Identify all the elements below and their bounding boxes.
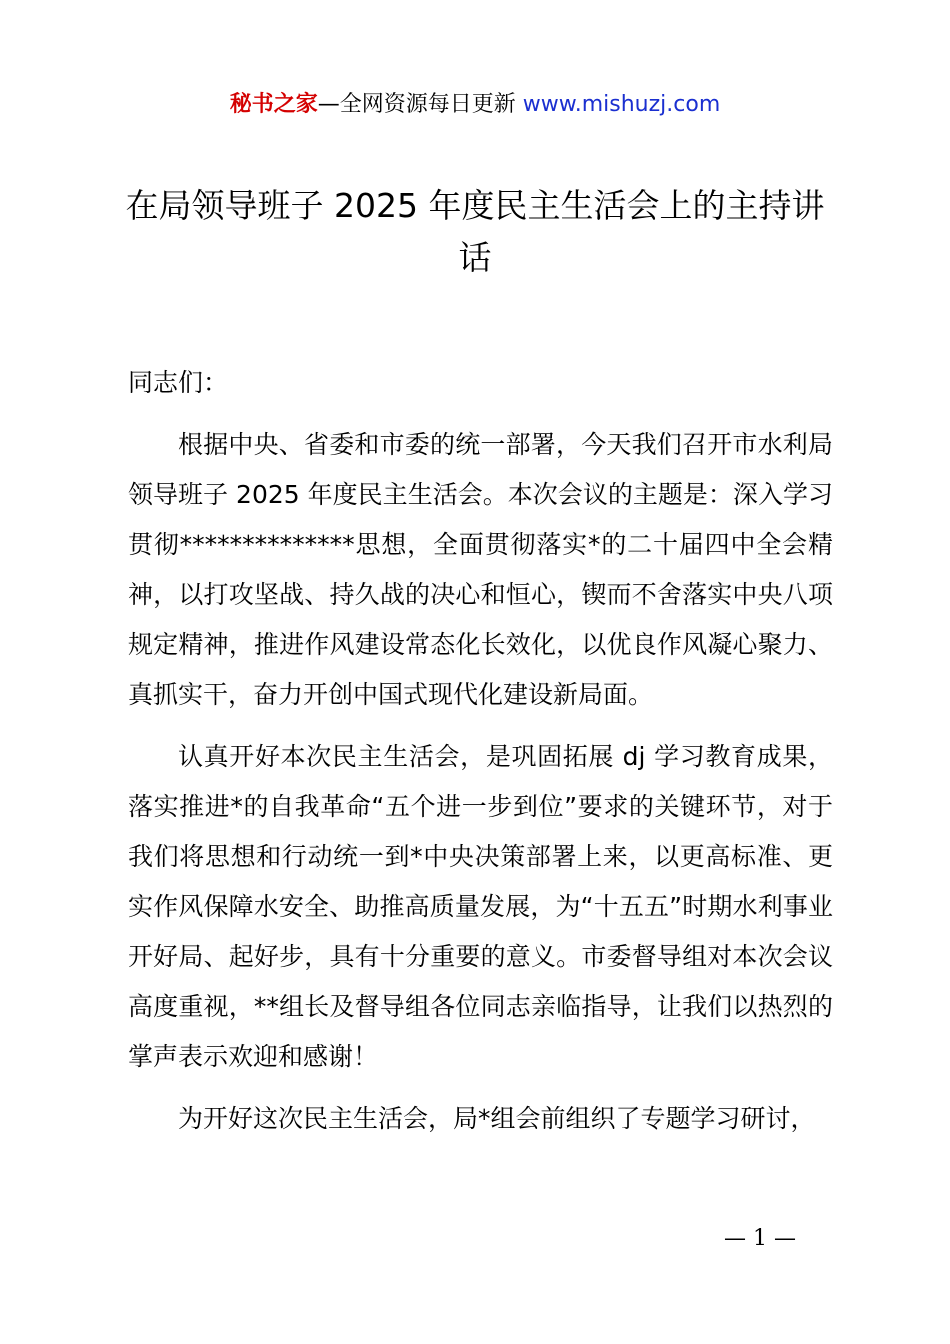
document-body bbox=[128, 358, 833, 1156]
header-tagline: —全网资源每日更新 bbox=[317, 92, 523, 117]
body-paragraph: 根据中央、省委和市委的统一部署，今天我们召开市水利局领导班子 2025 年度民主生活会。本次会议的主题是：深入学习贯彻**************思想，全面贯彻落实*的二十届四中全会精神，以打攻坚战、持久战的决心和恒心，锲而不舍落实中央八项规定精神，推进作风建设常态化长效化，以优良作风凝心聚力、真抓实干，奋力开创中国式现代化建设新局面。 bbox=[128, 430, 833, 709]
body-paragraph: 认真开好本次民主生活会，是巩固拓展 dj 学习教育成果，落实推进*的自我革命“五个进一步到位”要求的关键环节，对于我们将思想和行动统一到*中央决策部署上来，以更高标准、更实作风保障水安全、助推高质量发展，为“十五五”时期水利事业开好局、起好步，具有十分重要的意义。市委督导组对本次会议高度重视，**组长及督导组各位同志亲临指导，让我们以热烈的掌声表示欢迎和感谢！ bbox=[128, 742, 833, 1071]
brand-name: 秘书之家 bbox=[229, 92, 318, 117]
page-number: — 1 — bbox=[724, 1226, 796, 1251]
site-header bbox=[0, 88, 950, 122]
site-url-link[interactable]: www.mishuzj.com bbox=[522, 92, 721, 117]
body-paragraph: 为开好这次民主生活会，局*组会前组织了专题学习研讨， bbox=[178, 1104, 816, 1133]
greeting: 同志们： bbox=[128, 368, 229, 397]
document-title: 在局领导班子 2025 年度民主生活会上的主持讲话 bbox=[125, 186, 825, 277]
